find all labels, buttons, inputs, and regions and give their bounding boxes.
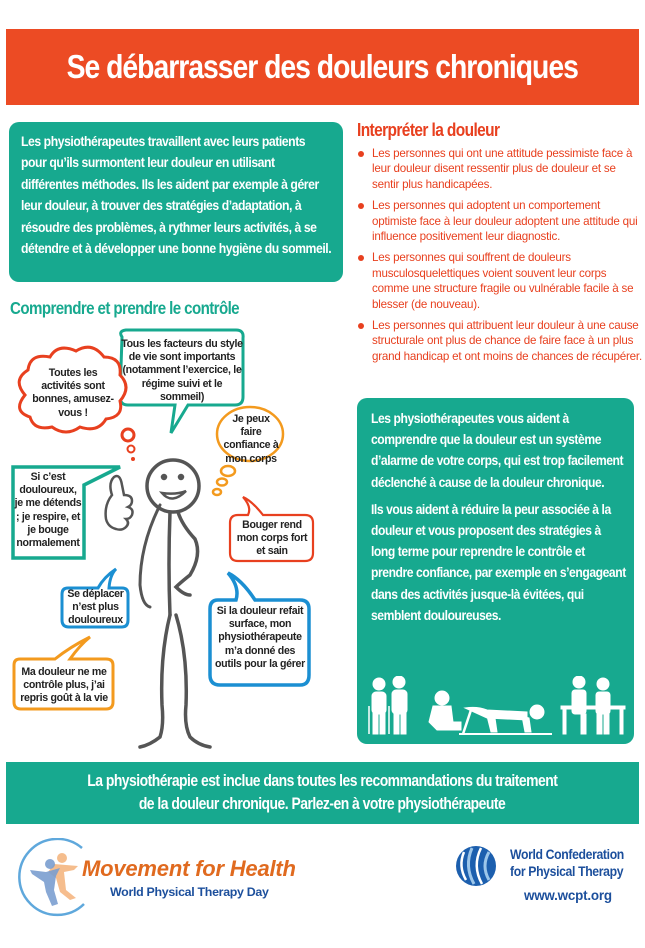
bullet-dot-icon <box>358 151 364 157</box>
movement-for-health-logo <box>12 838 332 918</box>
wcpt-name-line-1: World Confederation <box>510 847 624 862</box>
wcpt-name-line-2: for Physical Therapy <box>510 864 624 879</box>
bubble-text-moving-strong: Bouger rend mon corps fort et sain <box>236 519 308 558</box>
movement-figures-icon <box>12 838 92 918</box>
title-banner <box>6 29 639 105</box>
bullet-item <box>357 318 642 364</box>
stick-figure-illustration <box>0 325 350 755</box>
bullet-item <box>357 146 642 192</box>
bubble-text-activities: Toutes les activités sont bonnes, amusez-vous ! <box>32 367 114 419</box>
intro-box <box>9 122 343 282</box>
bullet-dot-icon <box>358 203 364 209</box>
movement-for-health-title: Movement for Health <box>82 856 296 881</box>
bullet-item <box>357 198 642 244</box>
wcpt-logo <box>452 840 642 910</box>
world-physical-therapy-day-subtitle: World Physical Therapy Day <box>110 885 269 899</box>
bubble-text-pain-returns: Si la douleur refait surface, mon physiothérapeute m’a donné des outils pour la gérer <box>215 605 305 670</box>
intro-text: Les physiothérapeutes travaillent avec leurs patients pour qu’ils surmontent leur douleur en utilisant différentes méthodes. Ils les aident par exemple à gérer leur douleur, à trouver des stratégies d’adaptation, à résoudre des problèmes, à rythmer leurs activités, à se détendre et à développer une bonne hygiène du sommeil. <box>21 134 332 257</box>
call-to-action-banner <box>6 762 639 824</box>
wcpt-url-link[interactable]: www.wcpt.org <box>524 888 612 903</box>
bullet-text: Les personnes qui ont une attitude pessimiste face à leur douleur disent ressentir plus de douleur et se sentir plus handicapées. <box>372 147 633 191</box>
banner-line-2: de la douleur chronique. Parlez-en à votre physiothérapeute <box>139 795 506 813</box>
bullet-text: Les personnes qui adoptent un comportement optimiste face à leur douleur adoptent une attitude qui influence positivement leur diagnostic. <box>372 199 638 244</box>
bullet-item <box>357 250 642 312</box>
stick-figure <box>140 460 210 747</box>
physio-pictograms <box>367 676 627 736</box>
walking-assist-icon <box>369 676 407 734</box>
bullet-text: Les personnes qui souffrent de douleurs musculosquelettiques voient souvent leur corps comme une structure fragile ou vulnérable facile à se blesser (de nouveau). <box>372 251 634 311</box>
bubble-text-enjoy-life: Ma douleur ne me contrôle plus, j’ai repris goût à la vie <box>20 666 108 705</box>
help-paragraph: Les physiothérapeutes vous aident à comprendre que la douleur est un système d’alarme de votre corps, qui est trop facilement déclenché à cause de la douleur chronique. <box>371 411 624 490</box>
treatment-table-icon <box>561 676 625 734</box>
help-paragraph: Ils vous aident à réduire la peur associée à la douleur et vous proposent des stratégies à long terme pour reprendre le contrôle et prendre confiance, par exemple en s’engageant dans des activités jusque-là évitées, qui semblent douloureuses. <box>371 501 626 623</box>
interpret-bullet-list <box>357 146 642 370</box>
bullet-dot-icon <box>358 323 364 329</box>
banner-line-1: La physiothérapie est inclue dans toutes les recommandations du traitement <box>87 772 558 790</box>
bubble-text-moving-painless: Se déplacer n’est plus douloureux <box>67 588 124 627</box>
thumbs-up-hand <box>106 476 133 530</box>
bubble-text-painful-relax: Si c’est douloureux, je me détends ; je respire, et je bouge normalement <box>14 471 82 550</box>
help-box <box>357 398 634 744</box>
control-heading: Comprendre et prendre le contrôle <box>10 298 240 318</box>
page-title: Se débarrasser des douleurs chroniques <box>66 48 579 85</box>
bullet-text: Les personnes qui attribuent leur douleur à une cause structurale ont plus de chance de faire face à un plus grand handicap et ont moins de chances de récupérer. <box>372 319 642 363</box>
interpret-heading: Interpréter la douleur <box>357 120 500 140</box>
wcpt-name <box>510 846 624 880</box>
bubble-text-trust-body: Je peux faire confiance à mon corps <box>223 413 279 465</box>
face <box>162 475 186 499</box>
floor-exercise-icon <box>429 691 552 734</box>
bubble-text-lifestyle: Tous les facteurs du style de vie sont importants (notamment l’exercice, le régime suivi et le sommeil) <box>121 338 243 403</box>
bullet-dot-icon <box>358 255 364 261</box>
wcpt-globe-icon <box>454 844 498 888</box>
